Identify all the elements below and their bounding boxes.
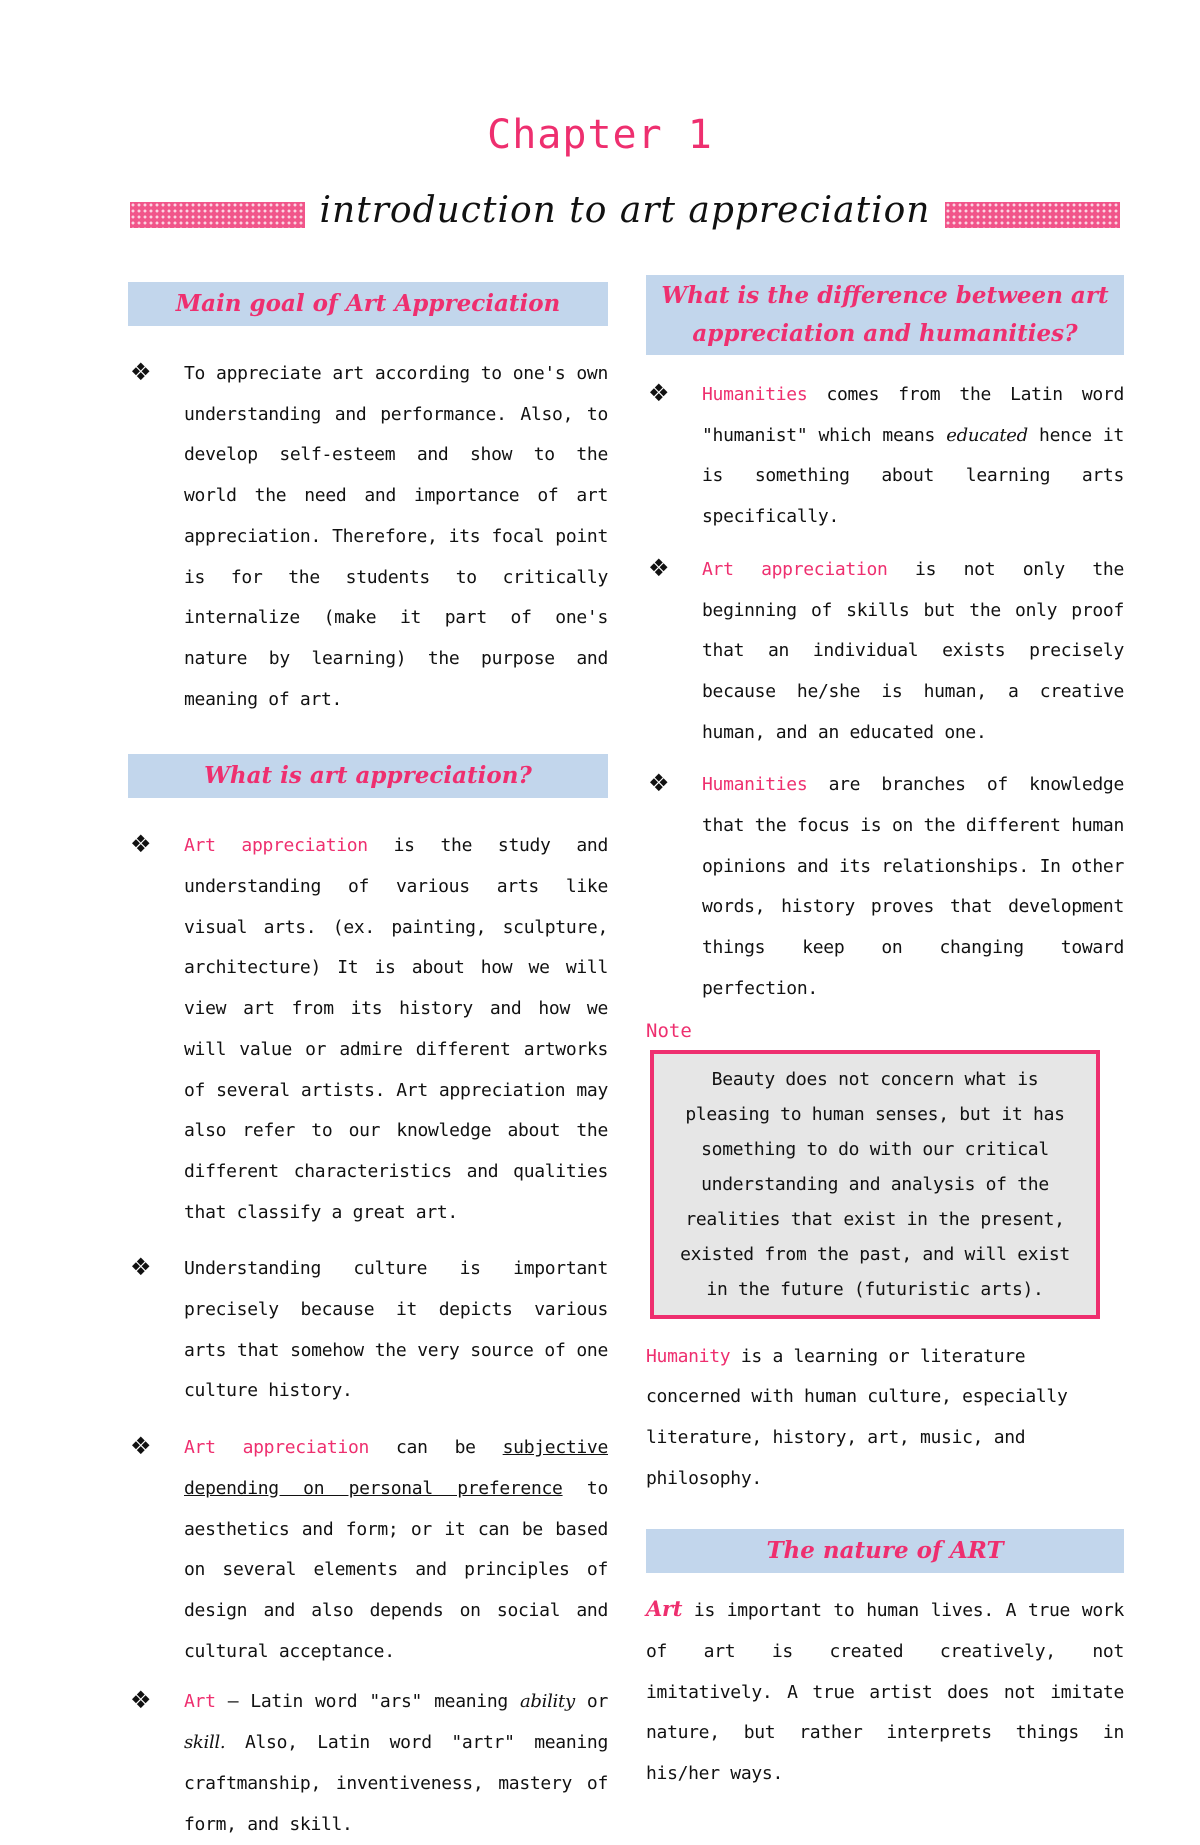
what-is-art-appreciation-heading: What is art appreciation?: [128, 754, 608, 798]
main-goal-heading: Main goal of Art Appreciation: [128, 282, 608, 326]
term-art-bold: Art: [646, 1596, 683, 1622]
bullet-text: or: [574, 1691, 608, 1713]
nature-of-art-paragraph: [646, 1589, 1124, 1795]
list-item: [128, 1428, 608, 1672]
term-humanity: Humanity: [646, 1345, 731, 1367]
list-item: [646, 550, 1124, 754]
diamond-bullet-icon: ❖: [130, 1432, 152, 1461]
washi-tape-decoration-right: [945, 202, 1120, 228]
term-art-appreciation: Art appreciation: [184, 835, 368, 857]
bullet-text: hence it is something about learning arts specifically.: [702, 424, 1124, 528]
term-humanities: Humanities: [702, 774, 808, 796]
main-goal-text: To appreciate art according to one's own understanding and performance. Also, to develop self-esteem and show to the world the need and importance of art appreciation. Therefore, its focal point is for the students to critically internalize (make it part of one's nature by learning) the purpose and meaning of art.: [184, 363, 608, 710]
italic-word: skill.: [184, 1732, 226, 1754]
bullet-text: Understanding culture is important precisely because it depicts various arts that somehow the very source of one culture history.: [184, 1258, 608, 1402]
underlined-phrase: subjective depending on personal preference: [184, 1437, 609, 1499]
term-art: Art: [184, 1691, 216, 1713]
list-item: [128, 1682, 608, 1845]
note-box: Beauty does not concern what is pleasing to human senses, but it has something to do with our critical understanding and analysis of the realities that exist in the present, existed from the past, and will exist in the future (futuristic arts).: [650, 1050, 1100, 1319]
list-item: [646, 765, 1124, 1009]
paragraph-text: is important to human lives. A true work of art is created creatively, not imitatively. A true artist does not imitate nature, but rather interprets things in his/her ways.: [646, 1600, 1124, 1785]
list-item: [128, 826, 608, 1233]
italic-word: ability: [519, 1691, 575, 1713]
bullet-text: comes from the Latin word "humanist" which means: [702, 384, 1124, 446]
bullet-text: is the study and understanding of various arts like visual arts. (ex. painting, sculpture, architecture) It is about how we will view art from its history and how we will value or admire different artworks of several artists. Art appreciation may also refer to our knowledge about the different characteristics and qualities that classify a great art.: [184, 835, 608, 1223]
italic-word: educated: [946, 424, 1028, 446]
list-item: [646, 375, 1124, 538]
right-column: [646, 275, 1124, 1795]
nature-of-art-heading: The nature of ART: [646, 1529, 1124, 1573]
bullet-text: Also, Latin word "artr" meaning craftmanship, inventiveness, mastery of form, and skill.: [184, 1732, 608, 1835]
term-art-appreciation: Art appreciation: [184, 1437, 370, 1459]
paragraph-text: is a learning or literature concerned with human culture, especially literature, history, art, music, and philosophy.: [646, 1345, 1068, 1489]
note-label: Note: [646, 1019, 692, 1042]
subtitle-banner: [130, 190, 1120, 246]
term-humanities: Humanities: [702, 384, 808, 405]
list-item: [128, 1249, 608, 1412]
bullet-text: to aesthetics and form; or it can be based on several elements and principles of design and also depends on social and cultural acceptance.: [184, 1477, 608, 1662]
diamond-bullet-icon: ❖: [130, 358, 152, 386]
chapter-subtitle: introduction to art appreciation: [319, 190, 931, 231]
term-art-appreciation: Art appreciation: [702, 558, 888, 580]
bullet-text: is not only the beginning of skills but the only proof that an individual exists precisely because he/she is human, a creative human, and an educated one.: [702, 558, 1125, 743]
diamond-bullet-icon: ❖: [648, 769, 670, 798]
diamond-bullet-icon: ❖: [130, 830, 152, 859]
diamond-bullet-icon: ❖: [648, 379, 670, 407]
chapter-title: Chapter 1: [487, 112, 713, 158]
left-column: [128, 282, 608, 1845]
diamond-bullet-icon: ❖: [130, 1253, 152, 1282]
diamond-bullet-icon: ❖: [130, 1686, 152, 1715]
difference-heading: What is the difference between art appreciation and humanities?: [646, 275, 1124, 355]
bullet-text: – Latin word "ars" meaning: [215, 1691, 520, 1713]
bullet-text: are branches of knowledge that the focus is on the different human opinions and its relationships. In other words, history proves that development things keep on changing toward perfection.: [702, 774, 1124, 999]
humanity-paragraph: [646, 1337, 1124, 1500]
bullet-text: can be: [369, 1437, 503, 1459]
diamond-bullet-icon: ❖: [648, 553, 670, 582]
main-goal-bullet: [128, 354, 608, 720]
